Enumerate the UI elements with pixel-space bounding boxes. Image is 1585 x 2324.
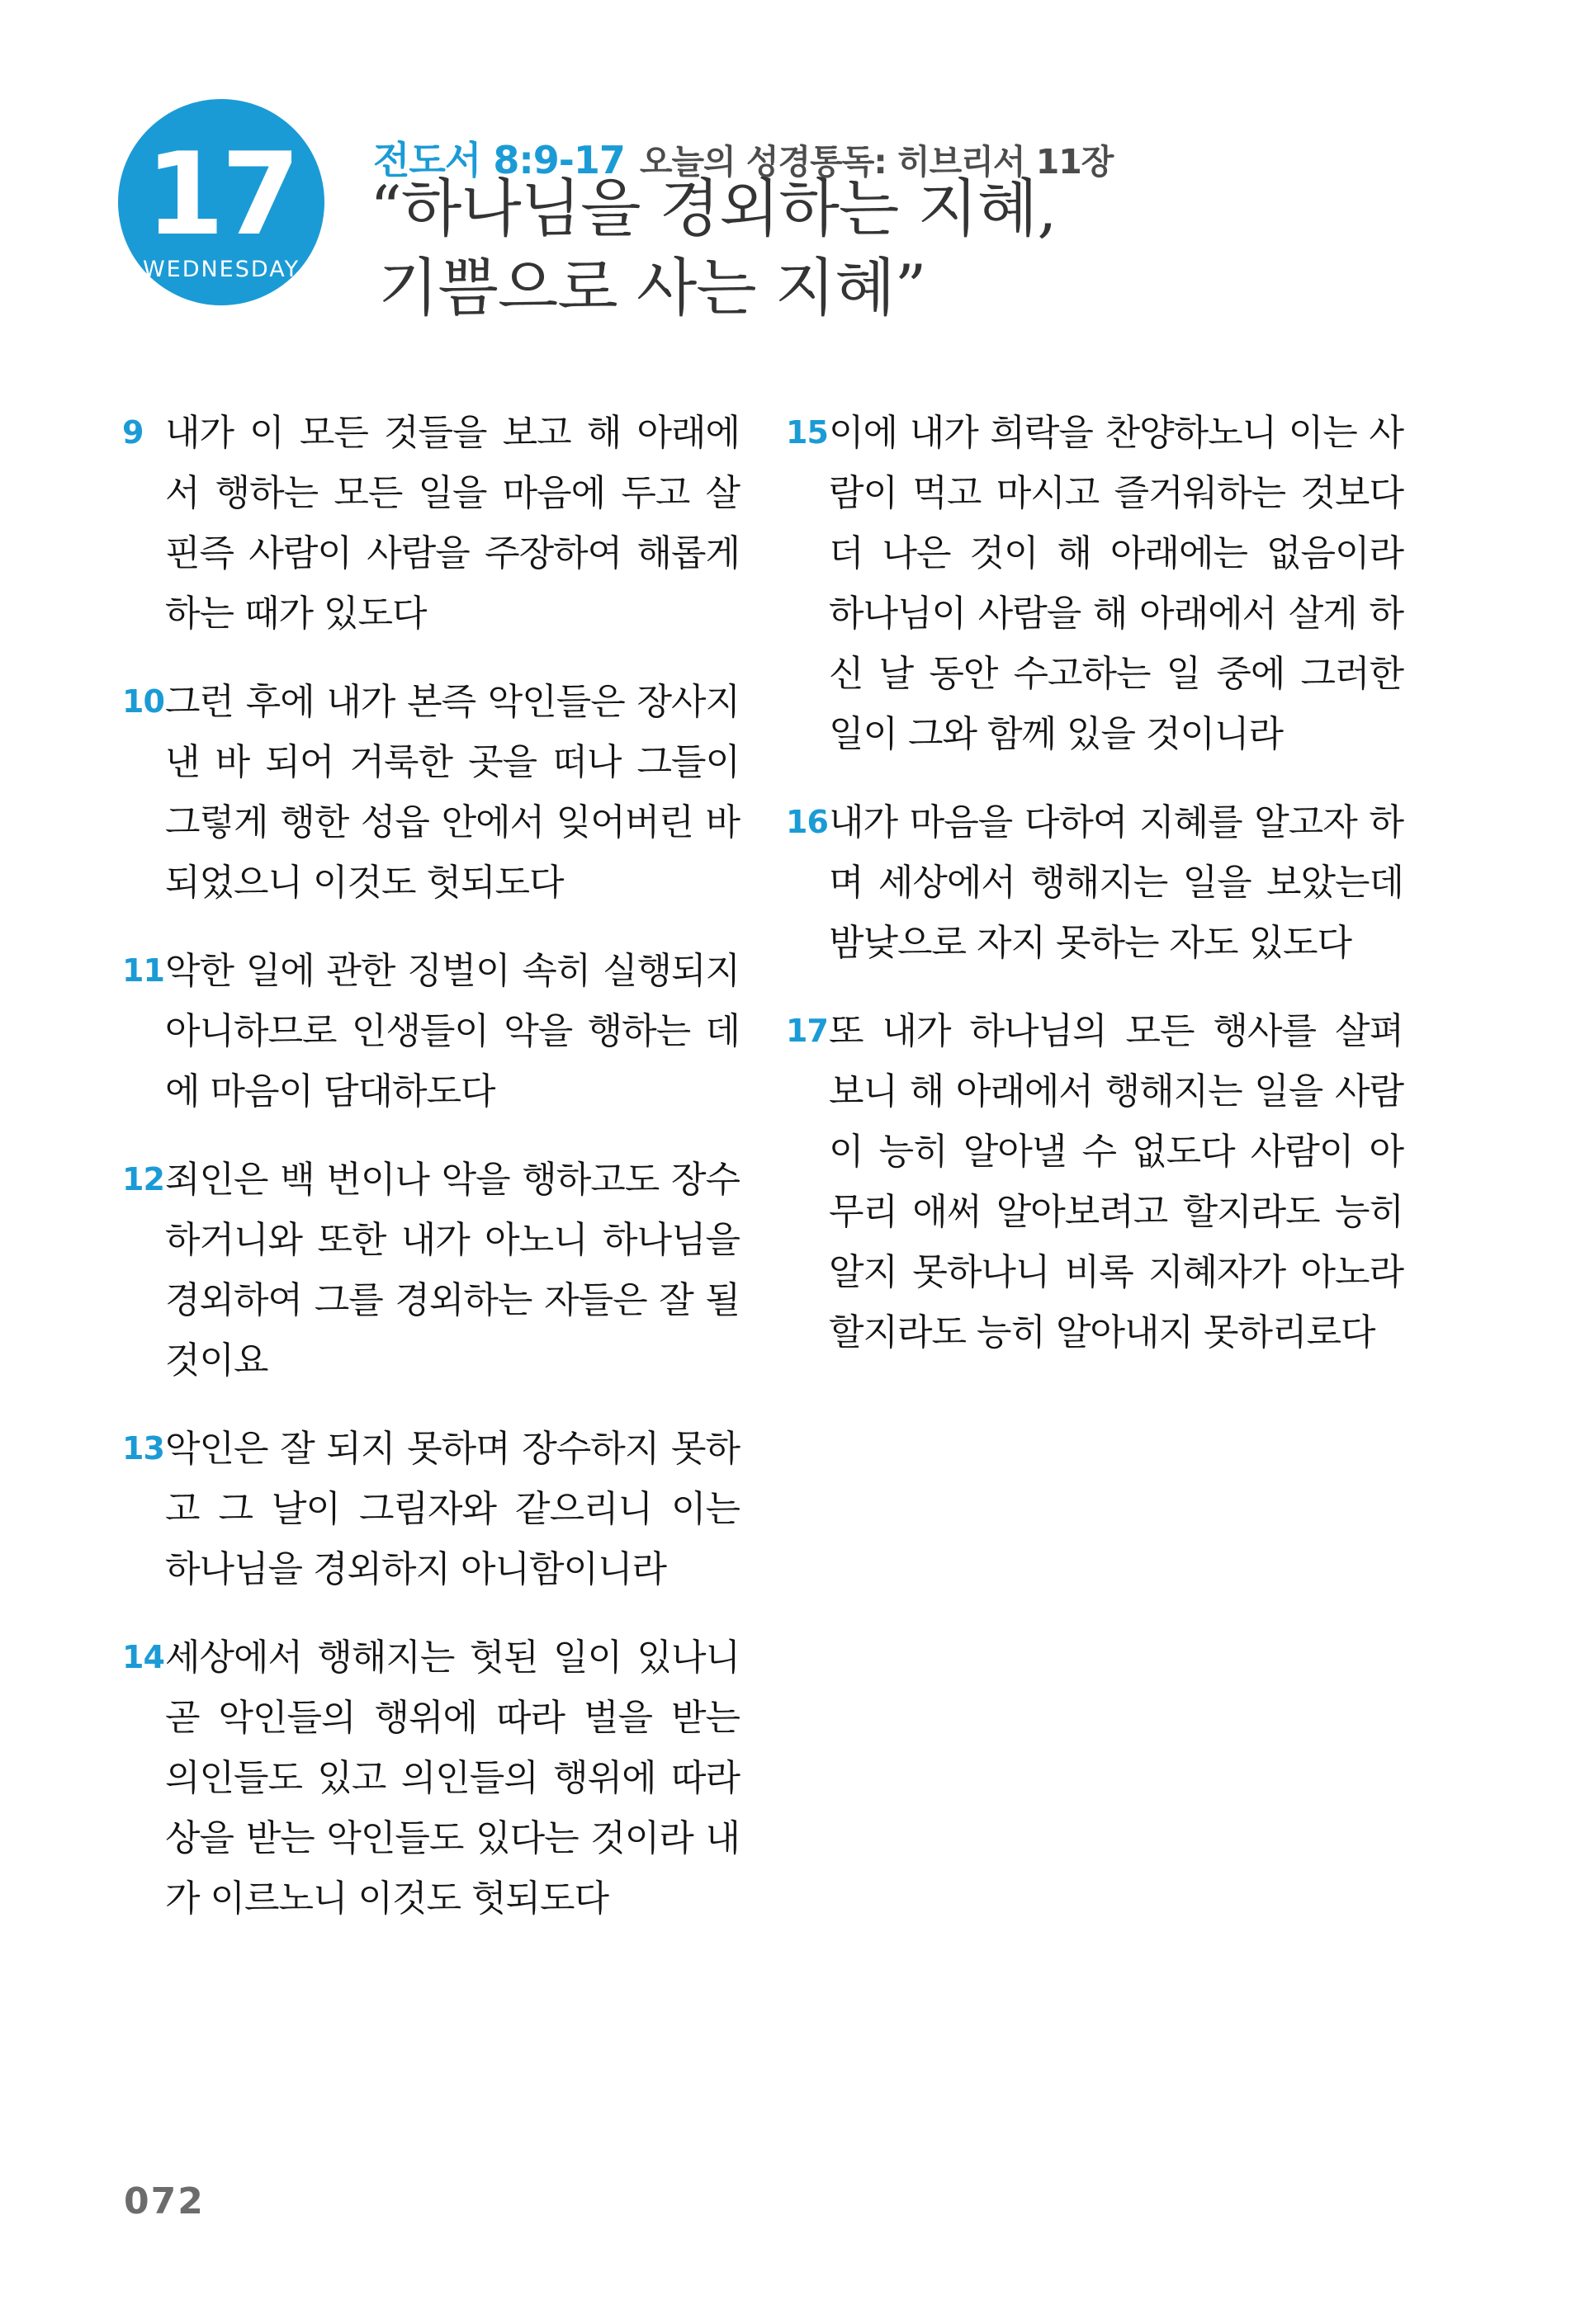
verse-number: 13 (122, 1430, 164, 1467)
day-name: WEDNESDAY (142, 256, 300, 282)
verse-text: 내가 이 모든 것들을 보고 해 아래에서 행하는 모든 일을 마음에 두고 살핀즉 사람이 사람을 주장하여 해롭게 하는 때가 있도다 (165, 412, 740, 635)
page-number: 072 (124, 2180, 205, 2222)
daily-reading-label: 오늘의 성경통독: 히브리서 11장 (639, 142, 1114, 182)
verse (122, 1627, 740, 1929)
verse-number: 16 (786, 804, 828, 840)
verse (122, 403, 740, 644)
verse-text: 또 내가 하나님의 모든 행사를 살펴 보니 해 아래에서 행해지는 일을 사람이 능히 알아낼 수 없도다 사람이 아무리 애써 알아보려고 할지라도 능히 알지 못하나니 비록 지혜자가 아노라 할지라도 능히 알아내지 못하리로다 (829, 1010, 1403, 1353)
day-number: 17 (144, 127, 298, 261)
verse-column-right (786, 403, 1403, 1391)
page-title (370, 169, 1057, 328)
verse-column-left (122, 403, 740, 1957)
verse-text: 악한 일에 관한 징벌이 속히 실행되지 아니하므로 인생들이 악을 행하는 데에 마음이 담대하도다 (165, 950, 740, 1112)
verse-number: 14 (122, 1639, 164, 1675)
verse (786, 403, 1403, 764)
verse (786, 1001, 1403, 1363)
verse-number: 11 (122, 952, 164, 989)
scripture-reference: 전도서 8:9-17 (373, 138, 625, 182)
verse-number: 10 (122, 683, 164, 720)
verse (122, 1150, 740, 1391)
verse-number: 9 (122, 414, 144, 451)
verse-text: 악인은 잘 되지 못하며 장수하지 못하고 그 날이 그림자와 같으리니 이는 하나님을 경외하지 아니함이니라 (165, 1428, 740, 1590)
verse-text: 내가 마음을 다하여 지혜를 알고자 하며 세상에서 행해지는 일을 보았는데 밤낮으로 자지 못하는 자도 있도다 (829, 801, 1403, 964)
page-title-line1: “하나님을 경외하는 지혜, (370, 172, 1057, 245)
verse (122, 672, 740, 913)
verse-number: 15 (786, 414, 828, 451)
page-title-line2: 기쁨으로 사는 지혜” (378, 250, 926, 324)
verse-text: 세상에서 행해지는 헛된 일이 있나니 곧 악인들의 행위에 따라 벌을 받는 의인들도 있고 의인들의 행위에 따라 상을 받는 악인들도 있다는 것이라 내가 이르노니 이것도 헛되도다 (165, 1637, 740, 1920)
verse-text: 그런 후에 내가 본즉 악인들은 장사지낸 바 되어 거룩한 곳을 떠나 그들이 그렇게 행한 성읍 안에서 잊어버린 바 되었으니 이것도 헛되도다 (165, 681, 740, 904)
verse-number: 12 (122, 1161, 164, 1197)
verse (122, 941, 740, 1122)
verse (122, 1419, 740, 1599)
verse-text: 이에 내가 희락을 찬양하노니 이는 사람이 먹고 마시고 즐거워하는 것보다 더 나은 것이 해 아래에는 없음이라 하나님이 사람을 해 아래에서 살게 하신 날 동안 수고하는 일 중에 그러한 일이 그와 함께 있을 것이니라 (829, 412, 1403, 755)
verse-text: 죄인은 백 번이나 악을 행하고도 장수하거니와 또한 내가 아노니 하나님을 경외하여 그를 경외하는 자들은 잘 될 것이요 (165, 1159, 740, 1382)
day-badge (118, 99, 324, 305)
verse-number: 17 (786, 1013, 828, 1049)
verse (786, 792, 1403, 973)
